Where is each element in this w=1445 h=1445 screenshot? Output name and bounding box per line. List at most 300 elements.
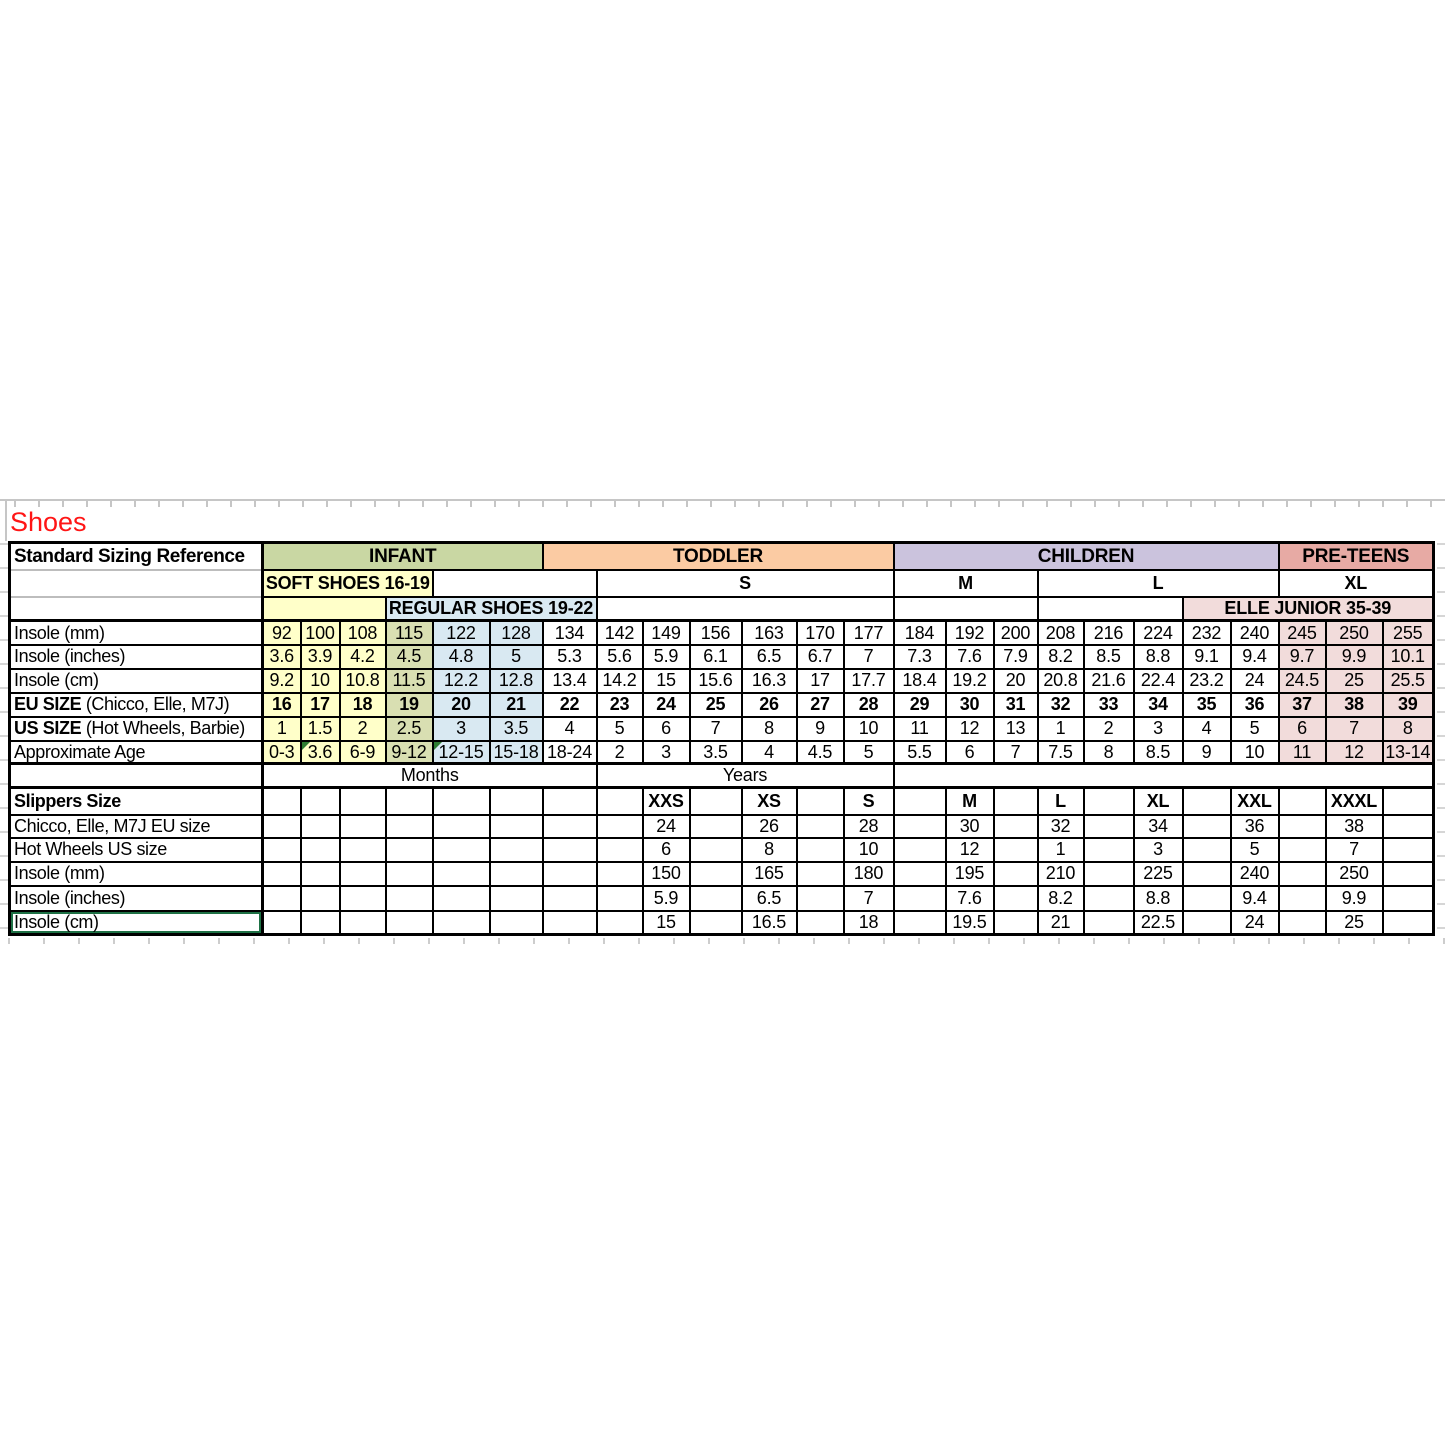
value-cell[interactable]: 5.9: [643, 886, 690, 911]
row-label-cell[interactable]: EU SIZE (Chicco, Elle, M7J): [10, 693, 263, 717]
empty-cell[interactable]: [597, 838, 643, 862]
empty-cell[interactable]: [797, 862, 844, 886]
value-cell[interactable]: 10.1: [1383, 645, 1434, 669]
row-label-cell[interactable]: [10, 764, 263, 788]
empty-cell[interactable]: [1383, 911, 1434, 935]
value-cell[interactable]: 11.5: [386, 669, 433, 693]
value-cell[interactable]: 21.6: [1084, 669, 1134, 693]
value-cell[interactable]: 224: [1134, 621, 1183, 645]
value-cell[interactable]: 134: [543, 621, 597, 645]
empty-cell[interactable]: [386, 838, 433, 862]
value-cell[interactable]: 18: [844, 911, 894, 935]
value-cell[interactable]: 28: [844, 815, 894, 838]
empty-cell[interactable]: [490, 838, 543, 862]
empty-cell[interactable]: [490, 911, 543, 935]
value-cell[interactable]: 26: [742, 693, 797, 717]
value-cell[interactable]: 39: [1383, 693, 1434, 717]
empty-cell[interactable]: [543, 862, 597, 886]
value-cell[interactable]: 7.6: [946, 645, 994, 669]
empty-cell[interactable]: [433, 788, 490, 815]
value-cell[interactable]: S: [844, 788, 894, 815]
value-cell[interactable]: 6: [1279, 717, 1326, 741]
value-cell[interactable]: 20: [433, 693, 490, 717]
empty-cell[interactable]: [386, 911, 433, 935]
value-cell[interactable]: 17.7: [844, 669, 894, 693]
value-cell[interactable]: 5: [597, 717, 643, 741]
empty-cell[interactable]: [301, 911, 340, 935]
value-cell[interactable]: 15-18: [490, 741, 543, 764]
empty-cell[interactable]: [797, 788, 844, 815]
empty-cell[interactable]: [543, 838, 597, 862]
empty-cell[interactable]: [386, 862, 433, 886]
value-cell[interactable]: 210: [1038, 862, 1084, 886]
value-cell[interactable]: 3.6: [301, 741, 340, 764]
value-cell[interactable]: 10: [301, 669, 340, 693]
row-label-cell[interactable]: Insole (cm): [10, 669, 263, 693]
empty-cell[interactable]: [797, 815, 844, 838]
value-cell[interactable]: 3.6: [263, 645, 301, 669]
empty-cell[interactable]: [340, 911, 386, 935]
value-cell[interactable]: 7: [994, 741, 1038, 764]
value-cell[interactable]: 8.5: [1084, 645, 1134, 669]
value-cell[interactable]: 34: [1134, 693, 1183, 717]
empty-cell[interactable]: [994, 815, 1038, 838]
empty-cell[interactable]: [263, 815, 301, 838]
empty-cell[interactable]: [340, 862, 386, 886]
empty-cell[interactable]: [894, 886, 946, 911]
value-cell[interactable]: 17: [797, 669, 844, 693]
value-cell[interactable]: 4: [742, 741, 797, 764]
value-cell[interactable]: 12: [1326, 741, 1383, 764]
value-cell[interactable]: 216: [1084, 621, 1134, 645]
value-cell[interactable]: 4: [1183, 717, 1231, 741]
value-cell[interactable]: 5.5: [894, 741, 946, 764]
empty-cell[interactable]: [1038, 597, 1183, 621]
value-cell[interactable]: 6.5: [742, 886, 797, 911]
value-cell[interactable]: 34: [1134, 815, 1183, 838]
value-cell[interactable]: 6.5: [742, 645, 797, 669]
empty-cell[interactable]: [597, 911, 643, 935]
value-cell[interactable]: 12: [946, 717, 994, 741]
value-cell[interactable]: 6: [643, 717, 690, 741]
value-cell[interactable]: 7.6: [946, 886, 994, 911]
value-cell[interactable]: 25: [1326, 911, 1383, 935]
empty-cell[interactable]: [1183, 815, 1231, 838]
empty-cell[interactable]: [690, 838, 742, 862]
row-label-cell[interactable]: Hot Wheels US size: [10, 838, 263, 862]
value-cell[interactable]: 3.5: [690, 741, 742, 764]
value-cell[interactable]: 36: [1231, 693, 1279, 717]
value-cell[interactable]: 2.5: [386, 717, 433, 741]
header-cell[interactable]: L: [1038, 570, 1279, 597]
empty-cell[interactable]: [894, 788, 946, 815]
empty-cell[interactable]: [490, 886, 543, 911]
row-label-cell[interactable]: Insole (cm): [10, 911, 263, 935]
empty-cell[interactable]: [340, 886, 386, 911]
value-cell[interactable]: 5.9: [643, 645, 690, 669]
value-cell[interactable]: 0-3: [263, 741, 301, 764]
value-cell[interactable]: XXS: [643, 788, 690, 815]
value-cell[interactable]: 22.5: [1134, 911, 1183, 935]
empty-cell[interactable]: [597, 597, 894, 621]
value-cell[interactable]: 9.9: [1326, 645, 1383, 669]
empty-cell[interactable]: [433, 815, 490, 838]
empty-cell[interactable]: [690, 886, 742, 911]
value-cell[interactable]: 19.2: [946, 669, 994, 693]
value-cell[interactable]: 21: [1038, 911, 1084, 935]
header-cell[interactable]: SOFT SHOES 16-19: [263, 570, 433, 597]
row-label-cell[interactable]: Approximate Age: [10, 741, 263, 764]
value-cell[interactable]: 208: [1038, 621, 1084, 645]
value-cell[interactable]: 7: [844, 645, 894, 669]
value-cell[interactable]: 7.3: [894, 645, 946, 669]
value-cell[interactable]: 28: [844, 693, 894, 717]
value-cell[interactable]: 20: [994, 669, 1038, 693]
value-cell[interactable]: 92: [263, 621, 301, 645]
row-label-cell[interactable]: [10, 597, 263, 621]
value-cell[interactable]: M: [946, 788, 994, 815]
value-cell[interactable]: 24: [1231, 669, 1279, 693]
value-cell[interactable]: 14.2: [597, 669, 643, 693]
empty-cell[interactable]: [994, 911, 1038, 935]
value-cell[interactable]: 32: [1038, 693, 1084, 717]
value-cell[interactable]: 18-24: [543, 741, 597, 764]
value-cell[interactable]: 192: [946, 621, 994, 645]
header-cell[interactable]: PRE-TEENS: [1279, 543, 1434, 570]
empty-cell[interactable]: [340, 838, 386, 862]
empty-cell[interactable]: [894, 911, 946, 935]
empty-cell[interactable]: [263, 788, 301, 815]
empty-cell[interactable]: [797, 911, 844, 935]
empty-cell[interactable]: [301, 862, 340, 886]
value-cell[interactable]: 5: [1231, 717, 1279, 741]
value-cell[interactable]: 23: [597, 693, 643, 717]
value-cell[interactable]: 3: [643, 741, 690, 764]
value-cell[interactable]: 3: [1134, 717, 1183, 741]
empty-cell[interactable]: [1084, 815, 1134, 838]
row-label-cell[interactable]: Insole (inches): [10, 645, 263, 669]
value-cell[interactable]: 10: [844, 838, 894, 862]
value-cell[interactable]: 7: [1326, 838, 1383, 862]
value-cell[interactable]: 4.5: [386, 645, 433, 669]
value-cell[interactable]: 30: [946, 815, 994, 838]
empty-cell[interactable]: [263, 838, 301, 862]
value-cell[interactable]: 5: [844, 741, 894, 764]
empty-cell[interactable]: [994, 886, 1038, 911]
value-cell[interactable]: 11: [894, 717, 946, 741]
value-cell[interactable]: 6.1: [690, 645, 742, 669]
value-cell[interactable]: 9.4: [1231, 645, 1279, 669]
empty-cell[interactable]: [994, 838, 1038, 862]
value-cell[interactable]: 18: [340, 693, 386, 717]
value-cell[interactable]: 165: [742, 862, 797, 886]
value-cell[interactable]: 38: [1326, 693, 1383, 717]
empty-cell[interactable]: [1183, 862, 1231, 886]
header-cell[interactable]: M: [894, 570, 1038, 597]
value-cell[interactable]: 142: [597, 621, 643, 645]
value-cell[interactable]: 36: [1231, 815, 1279, 838]
value-cell[interactable]: 150: [643, 862, 690, 886]
empty-cell[interactable]: [433, 570, 597, 597]
empty-cell[interactable]: [301, 886, 340, 911]
value-cell[interactable]: 9.1: [1183, 645, 1231, 669]
empty-cell[interactable]: [386, 788, 433, 815]
value-cell[interactable]: 3.9: [301, 645, 340, 669]
value-cell[interactable]: 21: [490, 693, 543, 717]
empty-cell[interactable]: [543, 886, 597, 911]
value-cell[interactable]: 32: [1038, 815, 1084, 838]
row-label-cell[interactable]: Insole (inches): [10, 886, 263, 911]
empty-cell[interactable]: [797, 838, 844, 862]
value-cell[interactable]: 2: [597, 741, 643, 764]
header-cell[interactable]: TODDLER: [543, 543, 894, 570]
value-cell[interactable]: 35: [1183, 693, 1231, 717]
value-cell[interactable]: 25: [690, 693, 742, 717]
empty-cell[interactable]: [1084, 838, 1134, 862]
value-cell[interactable]: 8.8: [1134, 886, 1183, 911]
value-cell[interactable]: 250: [1326, 621, 1383, 645]
value-cell[interactable]: 1: [1038, 717, 1084, 741]
value-cell[interactable]: 12.2: [433, 669, 490, 693]
empty-cell[interactable]: [894, 862, 946, 886]
value-cell[interactable]: 1: [263, 717, 301, 741]
header-cell[interactable]: XL: [1279, 570, 1434, 597]
empty-cell[interactable]: [894, 838, 946, 862]
empty-cell[interactable]: [597, 886, 643, 911]
value-cell[interactable]: 16.3: [742, 669, 797, 693]
value-cell[interactable]: 17: [301, 693, 340, 717]
empty-cell[interactable]: [543, 911, 597, 935]
value-cell[interactable]: 2: [1084, 717, 1134, 741]
value-cell[interactable]: 8: [742, 838, 797, 862]
empty-cell[interactable]: [597, 862, 643, 886]
value-cell[interactable]: 22: [543, 693, 597, 717]
value-cell[interactable]: 5: [1231, 838, 1279, 862]
value-cell[interactable]: 16.5: [742, 911, 797, 935]
value-cell[interactable]: XL: [1134, 788, 1183, 815]
value-cell[interactable]: 7: [1326, 717, 1383, 741]
empty-cell[interactable]: [894, 597, 1038, 621]
value-cell[interactable]: 255: [1383, 621, 1434, 645]
value-cell[interactable]: 3: [1134, 838, 1183, 862]
value-cell[interactable]: 156: [690, 621, 742, 645]
value-cell[interactable]: 5.3: [543, 645, 597, 669]
value-cell[interactable]: 25.5: [1383, 669, 1434, 693]
value-cell[interactable]: 9-12: [386, 741, 433, 764]
empty-cell[interactable]: [690, 815, 742, 838]
empty-cell[interactable]: [1183, 911, 1231, 935]
empty-cell[interactable]: [433, 838, 490, 862]
empty-cell[interactable]: [597, 788, 643, 815]
row-label-cell[interactable]: Chicco, Elle, M7J EU size: [10, 815, 263, 838]
value-cell[interactable]: 10: [844, 717, 894, 741]
empty-cell[interactable]: [263, 911, 301, 935]
empty-cell[interactable]: [433, 862, 490, 886]
value-cell[interactable]: L: [1038, 788, 1084, 815]
value-cell[interactable]: 149: [643, 621, 690, 645]
value-cell[interactable]: 122: [433, 621, 490, 645]
value-cell[interactable]: 24: [643, 693, 690, 717]
empty-cell[interactable]: [263, 862, 301, 886]
value-cell[interactable]: 3: [433, 717, 490, 741]
value-cell[interactable]: 19.5: [946, 911, 994, 935]
value-cell[interactable]: 10.8: [340, 669, 386, 693]
value-cell[interactable]: 7.5: [1038, 741, 1084, 764]
value-cell[interactable]: 15.6: [690, 669, 742, 693]
value-cell[interactable]: 9.9: [1326, 886, 1383, 911]
empty-cell[interactable]: [490, 815, 543, 838]
empty-cell[interactable]: [1383, 815, 1434, 838]
value-cell[interactable]: 1.5: [301, 717, 340, 741]
empty-cell[interactable]: [433, 911, 490, 935]
empty-cell[interactable]: [386, 886, 433, 911]
value-cell[interactable]: 2: [340, 717, 386, 741]
value-cell[interactable]: 12.8: [490, 669, 543, 693]
empty-cell[interactable]: [894, 815, 946, 838]
empty-cell[interactable]: [1183, 838, 1231, 862]
empty-cell[interactable]: [1383, 788, 1434, 815]
value-cell[interactable]: 24: [1231, 911, 1279, 935]
value-cell[interactable]: 240: [1231, 621, 1279, 645]
value-cell[interactable]: 8.8: [1134, 645, 1183, 669]
value-cell[interactable]: 1: [1038, 838, 1084, 862]
value-cell[interactable]: 128: [490, 621, 543, 645]
empty-cell[interactable]: [1084, 886, 1134, 911]
value-cell[interactable]: 3.5: [490, 717, 543, 741]
value-cell[interactable]: 240: [1231, 862, 1279, 886]
value-cell[interactable]: 5.6: [597, 645, 643, 669]
value-cell[interactable]: 9: [1183, 741, 1231, 764]
value-cell[interactable]: 6-9: [340, 741, 386, 764]
empty-cell[interactable]: [690, 788, 742, 815]
empty-cell[interactable]: [386, 815, 433, 838]
empty-cell[interactable]: [1279, 838, 1326, 862]
empty-cell[interactable]: [340, 788, 386, 815]
value-cell[interactable]: 18.4: [894, 669, 946, 693]
value-cell[interactable]: 11: [1279, 741, 1326, 764]
value-cell[interactable]: 232: [1183, 621, 1231, 645]
value-cell[interactable]: 9.7: [1279, 645, 1326, 669]
value-cell[interactable]: XXL: [1231, 788, 1279, 815]
header-cell[interactable]: INFANT: [263, 543, 543, 570]
value-cell[interactable]: 195: [946, 862, 994, 886]
value-cell[interactable]: 250: [1326, 862, 1383, 886]
empty-cell[interactable]: [1383, 862, 1434, 886]
value-cell[interactable]: 30: [946, 693, 994, 717]
value-cell[interactable]: 8.2: [1038, 645, 1084, 669]
value-cell[interactable]: 100: [301, 621, 340, 645]
empty-cell[interactable]: [301, 788, 340, 815]
row-label-cell[interactable]: Insole (mm): [10, 862, 263, 886]
row-label-cell[interactable]: Slippers Size: [10, 788, 263, 815]
value-cell[interactable]: 115: [386, 621, 433, 645]
empty-cell[interactable]: [1279, 886, 1326, 911]
value-cell[interactable]: 27: [797, 693, 844, 717]
value-cell[interactable]: 4: [543, 717, 597, 741]
empty-cell[interactable]: [1183, 886, 1231, 911]
header-cell[interactable]: CHILDREN: [894, 543, 1279, 570]
empty-cell[interactable]: [543, 815, 597, 838]
value-cell[interactable]: 245: [1279, 621, 1326, 645]
empty-cell[interactable]: [597, 815, 643, 838]
empty-cell[interactable]: [690, 862, 742, 886]
empty-cell[interactable]: [1383, 838, 1434, 862]
value-cell[interactable]: 180: [844, 862, 894, 886]
empty-cell[interactable]: [1279, 815, 1326, 838]
value-cell[interactable]: 24: [643, 815, 690, 838]
empty-cell[interactable]: [301, 815, 340, 838]
empty-cell[interactable]: [301, 838, 340, 862]
empty-cell[interactable]: [340, 815, 386, 838]
empty-cell[interactable]: [263, 886, 301, 911]
value-cell[interactable]: 13.4: [543, 669, 597, 693]
empty-cell[interactable]: [490, 788, 543, 815]
value-cell[interactable]: 13-14: [1383, 741, 1434, 764]
header-cell[interactable]: REGULAR SHOES 19-22: [386, 597, 597, 621]
value-cell[interactable]: 16: [263, 693, 301, 717]
empty-cell[interactable]: [994, 788, 1038, 815]
empty-cell[interactable]: [1279, 788, 1326, 815]
value-cell[interactable]: 33: [1084, 693, 1134, 717]
value-cell[interactable]: 10: [1231, 741, 1279, 764]
value-cell[interactable]: 6.7: [797, 645, 844, 669]
empty-cell[interactable]: [1383, 886, 1434, 911]
value-cell[interactable]: 12-15: [433, 741, 490, 764]
value-cell[interactable]: 9: [797, 717, 844, 741]
value-cell[interactable]: 15: [643, 669, 690, 693]
value-cell[interactable]: 184: [894, 621, 946, 645]
empty-cell[interactable]: [263, 597, 386, 621]
value-cell[interactable]: 37: [1279, 693, 1326, 717]
value-cell[interactable]: 7.9: [994, 645, 1038, 669]
empty-cell[interactable]: [490, 862, 543, 886]
value-cell[interactable]: Years: [597, 764, 894, 788]
value-cell[interactable]: 19: [386, 693, 433, 717]
empty-cell[interactable]: [1279, 862, 1326, 886]
header-cell[interactable]: S: [597, 570, 894, 597]
value-cell[interactable]: 9.4: [1231, 886, 1279, 911]
empty-cell[interactable]: [1084, 862, 1134, 886]
header-cell[interactable]: ELLE JUNIOR 35-39: [1183, 597, 1434, 621]
value-cell[interactable]: 8: [1383, 717, 1434, 741]
value-cell[interactable]: XXXL: [1326, 788, 1383, 815]
value-cell[interactable]: 9.2: [263, 669, 301, 693]
empty-cell[interactable]: [994, 862, 1038, 886]
row-label-cell[interactable]: US SIZE (Hot Wheels, Barbie): [10, 717, 263, 741]
empty-cell[interactable]: [543, 788, 597, 815]
value-cell[interactable]: 22.4: [1134, 669, 1183, 693]
value-cell[interactable]: 23.2: [1183, 669, 1231, 693]
value-cell[interactable]: 177: [844, 621, 894, 645]
value-cell[interactable]: 6: [946, 741, 994, 764]
row-label-cell[interactable]: [10, 570, 263, 597]
value-cell[interactable]: 163: [742, 621, 797, 645]
value-cell[interactable]: 25: [1326, 669, 1383, 693]
value-cell[interactable]: 26: [742, 815, 797, 838]
value-cell[interactable]: 200: [994, 621, 1038, 645]
value-cell[interactable]: 4.5: [797, 741, 844, 764]
empty-cell[interactable]: [1084, 788, 1134, 815]
empty-cell[interactable]: [894, 764, 1434, 788]
empty-cell[interactable]: [1084, 911, 1134, 935]
value-cell[interactable]: 170: [797, 621, 844, 645]
value-cell[interactable]: 7: [844, 886, 894, 911]
value-cell[interactable]: 8.5: [1134, 741, 1183, 764]
value-cell[interactable]: XS: [742, 788, 797, 815]
value-cell[interactable]: 7: [690, 717, 742, 741]
value-cell[interactable]: 13: [994, 717, 1038, 741]
value-cell[interactable]: 4.2: [340, 645, 386, 669]
